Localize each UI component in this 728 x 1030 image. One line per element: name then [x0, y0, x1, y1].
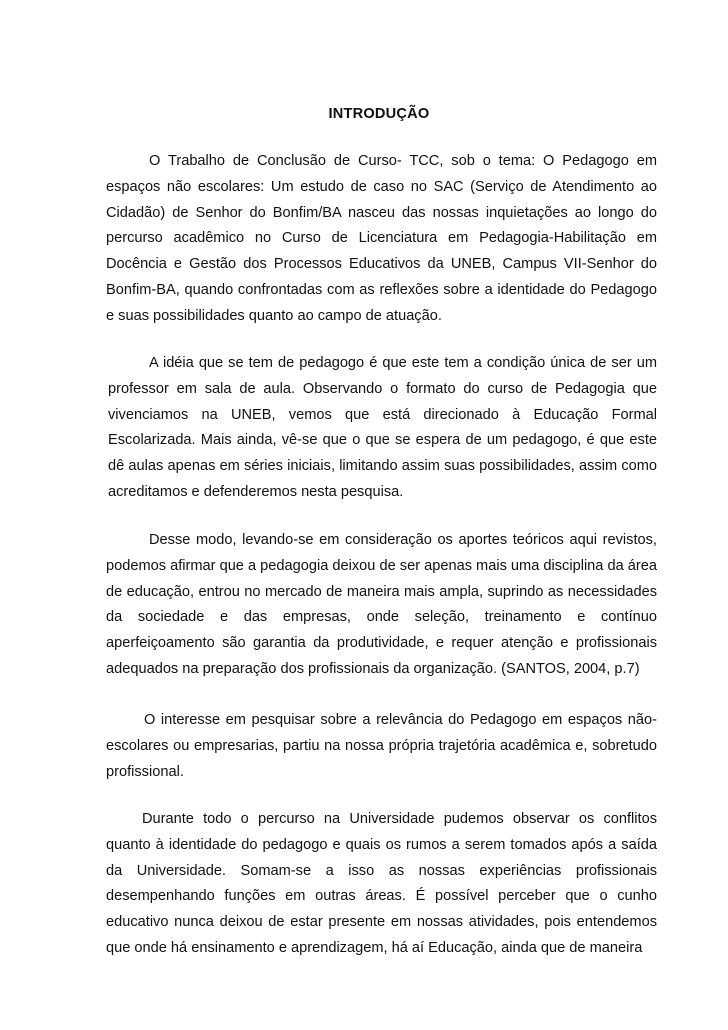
- paragraph-4: O interesse em pesquisar sobre a relevância do Pedagogo em espaços não-escolares ou empresarias, partiu na nossa própria trajetória acadêmica e, sobretudo profissional.: [106, 712, 657, 780]
- paragraph-3: Desse modo, levando-se em consideração os aportes teóricos aqui revistos, podemos afirmar que a pedagogia deixou de ser apenas mais uma disciplina da área de educação, entrou no mercado de maneira mais ampla, suprindo as necessidades da sociedade e das empresas, onde seleção, treinamento e contínuo aperfeiçoamento são garantia da produtividade, e requer atenção e profissionais adequados na preparação dos profissionais da organização. (SANTOS, 2004, p.7): [106, 532, 657, 677]
- paragraph-5: Durante todo o percurso na Universidade pudemos observar os conflitos quanto à identidade do pedagogo e quais os rumos a serem tomados após a saída da Universidade. Somam-se a isso as nossas experiências profissionais desempenhando funções em outras áreas. É possível perceber que o cunho educativo nunca deixou de estar presente em nossas atividades, pois entendemos que onde há ensinamento e aprendizagem, há aí Educação, ainda que de maneira: [106, 811, 657, 956]
- paragraph-2: A idéia que se tem de pedagogo é que este tem a condição única de ser um professor em sala de aula. Observando o formato do curso de Pedagogia que vivenciamos na UNEB, vemos que está direcionado à Educação Formal Escolarizada. Mais ainda, vê-se que o que se espera de um pedagogo, é que este dê aulas apenas em séries iniciais, limitando assim suas possibilidades, assim como acreditamos e defenderemos nesta pesquisa.: [108, 355, 657, 500]
- page-title: INTRODUÇÃO: [328, 106, 430, 122]
- paragraph-1: O Trabalho de Conclusão de Curso- TCC, sob o tema: O Pedagogo em espaços não escolares: Um estudo de caso no SAC (Serviço de Atendimento ao Cidadão) de Senhor do Bonfim/BA nasceu das nossas inquietações ao longo do percurso acadêmico no Curso de Licenciatura em Pedagogia-Habilitação em Docência e Gestão dos Processos Educativos da UNEB, Campus VII-Senhor do Bonfim-BA, quando confrontadas com as reflexões sobre a identidade do Pedagogo e suas possibilidades quanto ao campo de atuação.: [106, 153, 657, 324]
